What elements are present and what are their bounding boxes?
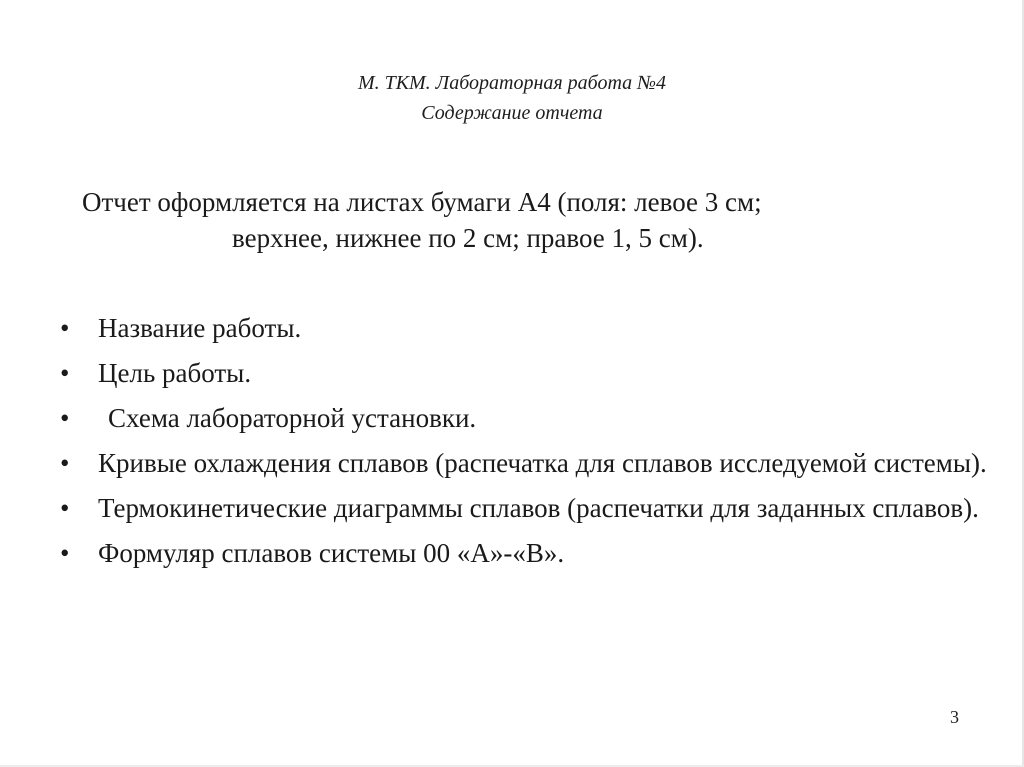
title-line-1: М. ТКМ. Лабораторная работа №4: [357, 72, 667, 94]
list-item-text: Формуляр сплавов системы 00 «А»-«В».: [98, 538, 565, 568]
list-item: [60, 490, 990, 526]
list-item-text: Кривые охлаждения сплавов (распечатка для сплавов исследуемой системы).: [98, 448, 987, 478]
bullet-icon: •: [60, 403, 70, 433]
list-item: [60, 310, 990, 346]
list-item-text: Цель работы.: [98, 358, 252, 388]
intro-line-1: Отчет оформляется на листах бумаги А4 (поля: левое 3 см;: [82, 187, 762, 217]
slide-title: [0, 68, 1024, 128]
intro-paragraph: [82, 184, 982, 256]
title-line-2: Содержание отчета: [421, 102, 603, 124]
list-item: [60, 400, 990, 436]
list-item-text: Название работы.: [98, 313, 302, 343]
list-item-text: Схема лабораторной установки.: [108, 403, 477, 433]
bullet-icon: •: [60, 313, 70, 343]
list-item: [60, 445, 990, 481]
bullet-icon: •: [60, 538, 70, 568]
page-number: 3: [950, 707, 959, 727]
bullet-icon: •: [60, 358, 70, 388]
list-item: [60, 535, 990, 571]
list-item: [60, 355, 990, 391]
list-item-text: Термокинетические диаграммы сплавов (распечатки для заданных сплавов).: [98, 493, 979, 523]
bullet-icon: •: [60, 493, 70, 523]
bullet-icon: •: [60, 448, 70, 478]
report-contents-list: [60, 310, 990, 580]
intro-line-2: верхнее, нижнее по 2 см; правое 1, 5 см).: [232, 223, 704, 253]
